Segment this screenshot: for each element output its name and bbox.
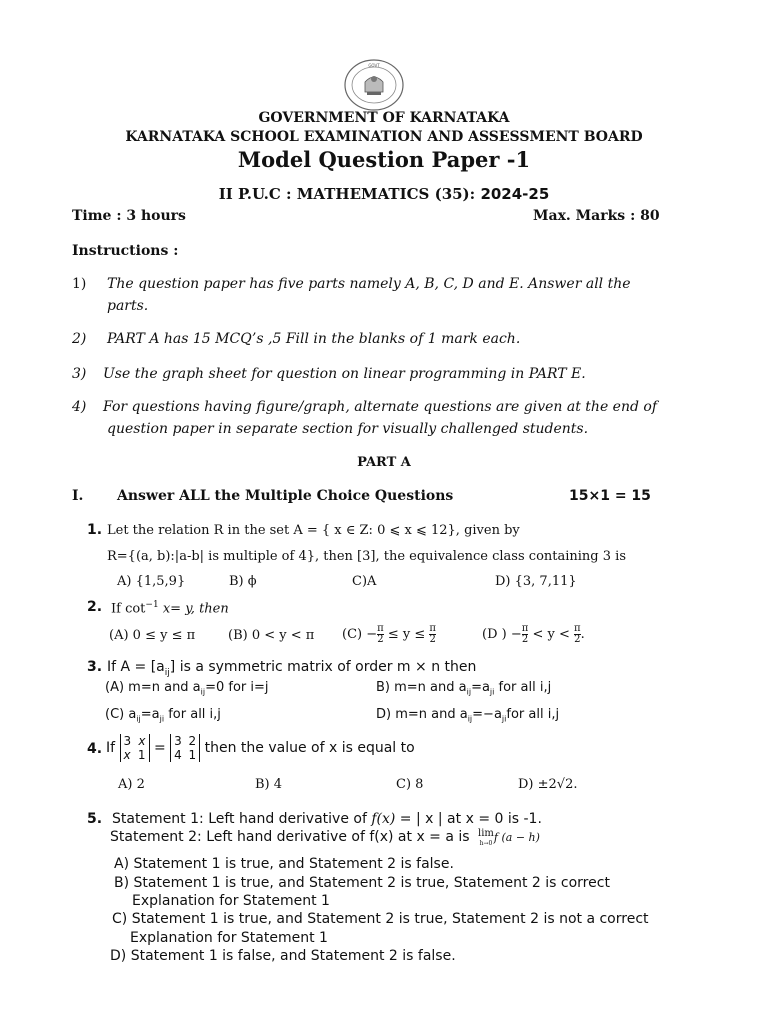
q4-stem: If 3 x x 1 = 3 2 4 1 then the value of x is equal to <box>106 734 415 762</box>
q5-option-b-cont: Explanation for Statement 1 <box>132 893 330 909</box>
time-label: Time : 3 hours <box>72 208 186 224</box>
q5-statement-2: Statement 2: Left hand derivative of f(x) at x = a is lim h→0 f (a − h) <box>110 828 540 847</box>
instruction-4-num: 4) <box>72 399 87 415</box>
q1-option-a: A) {1,5,9} <box>117 574 186 589</box>
instruction-3-text: Use the graph sheet for question on linear programming in PART E. <box>103 366 586 382</box>
instruction-4-text-cont: question paper in separate section for visually challenged students. <box>107 421 589 437</box>
q4-matrix-2: 3 2 4 1 <box>170 734 200 762</box>
instruction-1-text-cont: parts. <box>107 298 149 314</box>
q5-option-c: C) Statement 1 is true, and Statement 2 is true, Statement 2 is not a correct <box>112 911 649 927</box>
q1-number: 1. <box>87 522 103 538</box>
q2-number: 2. <box>87 599 103 615</box>
max-marks-label: Max. Marks : 80 <box>533 208 660 224</box>
q1-option-c: C)A <box>352 574 377 589</box>
q2-option-a: (A) 0 ≤ y ≤ π <box>109 628 196 643</box>
instruction-1-text: The question paper has five parts namely A, B, C, D and E. Answer all the <box>107 276 631 292</box>
instructions-heading: Instructions : <box>72 243 179 259</box>
q3-option-a: (A) m=n and $a_{ij}=0$ for i=j <box>105 680 269 697</box>
instruction-3-num: 3) <box>72 366 87 382</box>
q5-number: 5. <box>87 811 103 827</box>
q5-option-a: A) Statement 1 is true, and Statement 2 is false. <box>114 856 454 872</box>
q3-stem: If $A = [a_{ij}]$ is a symmetric matrix of order m × n then <box>107 659 477 678</box>
instruction-4-text: For questions having figure/graph, alternate questions are given at the end of <box>103 399 658 415</box>
q1-stem-cont: R={(a, b):|a-b| is multiple of 4}, then [3], the equivalence class containing 3 is <box>107 549 626 564</box>
q3-number: 3. <box>87 659 103 675</box>
q2-option-d: (D ) − $\frac{\pi}{2}$ < y < $\frac{\pi}{2}$ . <box>482 623 585 645</box>
q4-option-c: C) 8 <box>396 777 424 792</box>
svg-text:GOVT: GOVT <box>368 63 380 68</box>
q3-option-c: (C) $a_{ij}=a_{ji}$ for all i,j <box>105 707 221 724</box>
government-heading: GOVERNMENT OF KARNATAKA <box>258 110 510 126</box>
section-marks: 15×1 = 15 <box>569 488 651 504</box>
board-heading: KARNATAKA SCHOOL EXAMINATION AND ASSESSMENT BOARD <box>125 129 643 145</box>
instruction-2-num: 2) <box>72 331 87 347</box>
subject-line <box>0 185 768 203</box>
q1-option-b: B) ϕ <box>229 574 257 589</box>
q3-option-d: D) m=n and $a_{ij}=-a_{ji}for$ all i,j <box>376 707 560 724</box>
section-number: I. <box>72 488 84 504</box>
q1-option-d: D) {3, 7,11} <box>495 574 577 589</box>
subject-main: II P.U.C : MATHEMATICS (35): <box>218 185 476 203</box>
q5-option-b: B) Statement 1 is true, and Statement 2 is true, Statement 2 is correct <box>114 875 610 891</box>
q2-stem: If $\cot^{-1} x= y$, then <box>111 600 229 617</box>
paper-title: Model Question Paper -1 <box>237 147 531 172</box>
q1-stem: Let the relation R in the set A = { x ∈ Z: 0 ⩽ x ⩽ 12}, given by <box>107 523 520 538</box>
instruction-1-num: 1) <box>72 276 87 292</box>
q3-option-b: B) m=n and $a_{ij}=a_{ji}$ for all i,j <box>376 680 552 697</box>
q4-option-b: B) 4 <box>255 777 283 792</box>
q2-option-b: (B) 0 < y < π <box>228 628 315 643</box>
section-title: Answer ALL the Multiple Choice Questions <box>117 488 454 504</box>
subject-year: 2024-25 <box>480 185 550 203</box>
part-a-heading: PART A <box>357 455 411 470</box>
q5-option-d: D) Statement 1 is false, and Statement 2 is false. <box>110 948 456 964</box>
karnataka-seal-icon <box>343 58 405 112</box>
q5-option-c-cont: Explanation for Statement 1 <box>130 930 328 946</box>
q2-option-c: (C) − $\frac{\pi}{2}$ ≤ y ≤ $\frac{\pi}{2}$ <box>342 623 436 645</box>
q4-option-a: A) 2 <box>118 777 145 792</box>
q4-option-d: D) ±2√2. <box>518 777 578 792</box>
q5-statement-1: Statement 1: Left hand derivative of f(x) = | x | at x = 0 is -1. <box>112 811 542 827</box>
q4-matrix-1: 3 x x 1 <box>120 734 150 762</box>
instruction-2-text: PART A has 15 MCQ’s ,5 Fill in the blanks of 1 mark each. <box>107 331 521 347</box>
q4-number: 4. <box>87 741 103 757</box>
